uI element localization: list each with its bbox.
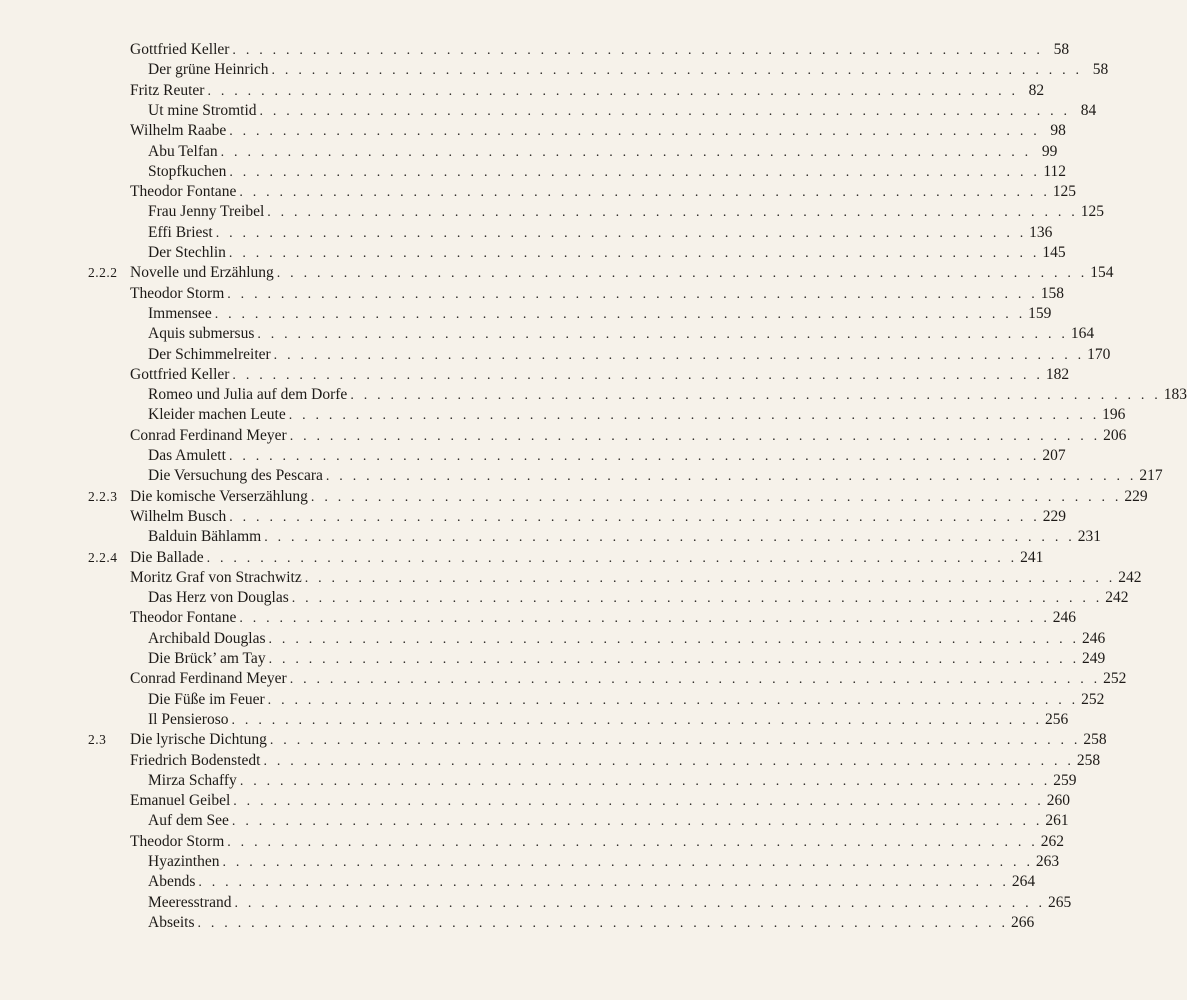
entry-title: Theodor Storm	[130, 832, 225, 850]
toc-entry	[0, 345, 1111, 365]
entry-title: Das Amulett	[148, 447, 226, 464]
page-number: 258	[1076, 751, 1101, 769]
toc-entry	[0, 649, 1106, 669]
toc-entry	[0, 568, 1142, 588]
dot-leader: . . . . . . . . . . . . . . . . . . . . . . . . . . . . . . . . . . . . . . . . . . . . . . . . . . . . . . . . . . . . .	[304, 570, 1116, 586]
entry-title: Wilhelm Busch	[130, 507, 227, 525]
entry-title: Theodor Fontane	[130, 609, 237, 627]
toc-entry	[0, 751, 1101, 771]
dot-leader: . . . . . . . . . . . . . . . . . . . . . . . . . . . . . . . . . . . . . . . . . . . . . . . . . . . . . . . . . . . . .	[271, 63, 1083, 79]
entry-title: Frau Jenny Treibel	[148, 203, 265, 221]
page-number: 242	[1105, 589, 1129, 607]
toc-entry	[0, 182, 1077, 202]
page-number: 217	[1139, 467, 1163, 485]
page-number: 265	[1047, 893, 1072, 911]
entry-title: Theodor Fontane	[130, 183, 237, 201]
page-number: 266	[1010, 913, 1035, 931]
dot-leader: . . . . . . . . . . . . . . . . . . . . . . . . . . . . . . . . . . . . . . . . . . . . . . . . . . . . . . . . . . . . .	[289, 672, 1101, 688]
dot-leader: . . . . . . . . . . . . . . . . . . . . . . . . . . . . . . . . . . . . . . . . . . . . . . . . . . . . . . . . . . . . .	[198, 875, 1010, 891]
dot-leader: . . . . . . . . . . . . . . . . . . . . . . . . . . . . . . . . . . . . . . . . . . . . . . . . . . . . . . . . . . . . .	[232, 367, 1044, 383]
dot-leader: . . . . . . . . . . . . . . . . . . . . . . . . . . . . . . . . . . . . . . . . . . . . . . . . . . . . . . . . . . . . .	[264, 530, 1075, 546]
entry-title: Die komische Verserzählung	[130, 487, 308, 505]
page-number: 242	[1118, 568, 1142, 586]
page-number: 252	[1081, 690, 1105, 708]
entry-title: Il Pensieroso	[148, 710, 229, 728]
toc-entry	[0, 101, 1097, 121]
entry-title: Ut mine Stromtid	[148, 101, 257, 119]
toc-entry	[0, 162, 1067, 182]
entry-title: Fritz Reuter	[130, 81, 205, 99]
section-number: 2.2.4	[88, 549, 118, 565]
entry-title: Abends	[148, 873, 196, 891]
page-number: 261	[1045, 812, 1069, 830]
page-number: 98	[1050, 122, 1066, 140]
toc-entry	[0, 446, 1066, 466]
entry-title: Hyazinthen	[148, 853, 220, 870]
dot-leader: . . . . . . . . . . . . . . . . . . . . . . . . . . . . . . . . . . . . . . . . . . . . . . . . . . . . . . . . . . . . .	[214, 306, 1026, 322]
entry-title: Der grüne Heinrich	[148, 61, 269, 79]
toc-entry	[0, 872, 1036, 892]
dot-leader: . . . . . . . . . . . . . . . . . . . . . . . . . . . . . . . . . . . . . . . . . . . . . . . . . . . . . . . . . . . . .	[310, 489, 1122, 505]
toc-entry	[0, 548, 1044, 568]
dot-leader: . . . . . . . . . . . . . . . . . . . . . . . . . . . . . . . . . . . . . . . . . . . . . . . . . . . . . . . . . . . . .	[227, 286, 1038, 302]
toc-entry	[0, 893, 1072, 913]
page-number: 246	[1052, 609, 1077, 627]
page-number: 84	[1080, 101, 1097, 119]
entry-title: Romeo und Julia auf dem Dorfe	[148, 386, 348, 404]
toc-entry	[0, 202, 1104, 222]
dot-leader: . . . . . . . . . . . . . . . . . . . . . . . . . . . . . . . . . . . . . . . . . . . . . . . . . . . . . . . . . . . . .	[267, 205, 1078, 221]
page-number: 263	[1035, 853, 1060, 870]
toc-entry	[0, 791, 1070, 811]
toc-entry	[0, 142, 1058, 162]
page-number: 246	[1081, 629, 1106, 647]
dot-leader: . . . . . . . . . . . . . . . . . . . . . . . . . . . . . . . . . . . . . . . . . . . . . . . . . . . . . . . . . . . . .	[239, 185, 1051, 201]
section-number: 2.3	[88, 732, 107, 748]
toc-entry	[0, 466, 1163, 486]
entry-title: Theodor Storm	[130, 284, 225, 302]
toc-entry	[0, 608, 1077, 628]
entry-title: Das Herz von Douglas	[148, 589, 289, 607]
dot-leader: . . . . . . . . . . . . . . . . . . . . . . . . . . . . . . . . . . . . . . . . . . . . . . . . . . . . . . . . . . . . .	[229, 164, 1041, 180]
page-number: 259	[1053, 771, 1077, 789]
dot-leader: . . . . . . . . . . . . . . . . . . . . . . . . . . . . . . . . . . . . . . . . . . . . . . . . . . . . . . . . . . . . .	[288, 408, 1100, 424]
entry-title: Die Versuchung des Pescara	[148, 467, 323, 485]
dot-leader: . . . . . . . . . . . . . . . . . . . . . . . . . . . . . . . . . . . . . . . . . . . . . . . . . . . . . . . . . . . . .	[268, 652, 1080, 667]
dot-leader: . . . . . . . . . . . . . . . . . . . . . . . . . . . . . . . . . . . . . . . . . . . . . . . . . . . . . . . . . . . . .	[233, 794, 1044, 810]
entry-title: Mirza Schaffy	[148, 771, 237, 789]
dot-leader: . . . . . . . . . . . . . . . . . . . . . . . . . . . . . . . . . . . . . . . . . . . . . . . . . . . . . . . . . . . . .	[276, 266, 1088, 282]
toc-entry	[0, 507, 1066, 527]
toc-entry	[0, 81, 1045, 101]
entry-title: Archibald Douglas	[148, 629, 266, 647]
dot-leader: . . . . . . . . . . . . . . . . . . . . . . . . . . . . . . . . . . . . . . . . . . . . . . . . . . . . . . . . . . . . .	[207, 83, 1019, 99]
toc-entry	[0, 690, 1105, 710]
page-number: 256	[1044, 710, 1069, 728]
toc-entry	[0, 832, 1064, 852]
toc-entry	[0, 730, 1107, 750]
dot-leader: . . . . . . . . . . . . . . . . . . . . . . . . . . . . . . . . . . . . . . . . . . . . . . . . . . . . . . . . . . . . .	[206, 550, 1018, 566]
dot-leader: . . . . . . . . . . . . . . . . . . . . . . . . . . . . . . . . . . . . . . . . . . . . . . . . . . . . . . . . . . . . .	[257, 327, 1069, 343]
section-number: 2.2.3	[88, 488, 118, 504]
toc-entry	[0, 811, 1069, 831]
entry-title: Auf dem See	[148, 812, 229, 830]
page-number: 164	[1070, 325, 1095, 343]
page-number: 252	[1103, 670, 1127, 688]
dot-leader: . . . . . . . . . . . . . . . . . . . . . . . . . . . . . . . . . . . . . . . . . . . . . . . . . . . . . . . . . . . . .	[273, 347, 1085, 363]
toc-entry	[0, 913, 1035, 933]
page-number: 154	[1090, 264, 1114, 282]
page-number: 112	[1043, 162, 1067, 180]
entry-title: Conrad Ferdinand Meyer	[130, 670, 287, 688]
dot-leader: . . . . . . . . . . . . . . . . . . . . . . . . . . . . . . . . . . . . . . . . . . . . . . . . . . . . . . . . . . . . .	[227, 834, 1038, 850]
entry-title: Abu Telfan	[148, 142, 218, 160]
entry-title: Die Ballade	[130, 548, 204, 566]
page-number: 99	[1041, 142, 1058, 160]
entry-title: Stopfkuchen	[148, 162, 227, 180]
page-number: 241	[1020, 548, 1044, 566]
entry-title: Die Brück’ am Tay	[148, 650, 266, 667]
page-number: 82	[1028, 81, 1045, 99]
toc-entry	[0, 527, 1101, 547]
page-number: 58	[1092, 61, 1109, 79]
dot-leader: . . . . . . . . . . . . . . . . . . . . . . . . . . . . . . . . . . . . . . . . . . . . . . . . . . . . . . . . . . . . .	[231, 712, 1043, 728]
toc-entry	[0, 263, 1114, 283]
page-number: 262	[1040, 832, 1064, 850]
toc-entry	[0, 588, 1129, 608]
toc-entry	[0, 365, 1070, 385]
entry-title: Gottfried Keller	[130, 365, 230, 383]
entry-title: Friedrich Bodenstedt	[130, 751, 261, 769]
toc-entry	[0, 121, 1066, 141]
page-number: 229	[1124, 487, 1148, 505]
page-number: 249	[1082, 650, 1106, 667]
entry-title: Die lyrische Dichtung	[130, 731, 267, 749]
dot-leader: . . . . . . . . . . . . . . . . . . . . . . . . . . . . . . . . . . . . . . . . . . . . . . . . . . . . . . . . . . . . .	[350, 388, 1162, 404]
dot-leader: . . . . . . . . . . . . . . . . . . . . . . . . . . . . . . . . . . . . . . . . . . . . . . . . . . . . . . . . . . . . .	[231, 814, 1043, 830]
dot-leader: . . . . . . . . . . . . . . . . . . . . . . . . . . . . . . . . . . . . . . . . . . . . . . . . . . . . . . . . . . . . .	[232, 43, 1044, 58]
page-number: 183	[1163, 386, 1187, 404]
page-number: 182	[1045, 365, 1070, 383]
page-number: 158	[1040, 284, 1064, 302]
dot-leader: . . . . . . . . . . . . . . . . . . . . . . . . . . . . . . . . . . . . . . . . . . . . . . . . . . . . . . . . . . . . .	[239, 773, 1051, 789]
dot-leader: . . . . . . . . . . . . . . . . . . . . . . . . . . . . . . . . . . . . . . . . . . . . . . . . . . . . . . . . . . . . .	[325, 469, 1137, 485]
dot-leader: . . . . . . . . . . . . . . . . . . . . . . . . . . . . . . . . . . . . . . . . . . . . . . . . . . . . . . . . . . . . .	[259, 103, 1071, 119]
entry-title: Wilhelm Raabe	[130, 122, 227, 140]
entry-title: Kleider machen Leute	[148, 406, 286, 424]
dot-leader: . . . . . . . . . . . . . . . . . . . . . . . . . . . . . . . . . . . . . . . . . . . . . . . . . . . . . . . . . . . . .	[228, 449, 1040, 464]
toc-entry	[0, 60, 1109, 80]
toc-entry	[0, 304, 1052, 324]
toc-entry	[0, 243, 1066, 263]
dot-leader: . . . . . . . . . . . . . . . . . . . . . . . . . . . . . . . . . . . . . . . . . . . . . . . . . . . . . . . . . . . . .	[197, 915, 1009, 931]
dot-leader: . . . . . . . . . . . . . . . . . . . . . . . . . . . . . . . . . . . . . . . . . . . . . . . . . . . . . . . . . . . . .	[239, 611, 1051, 627]
toc-entry	[0, 426, 1127, 446]
toc-entry	[0, 852, 1060, 872]
dot-leader: . . . . . . . . . . . . . . . . . . . . . . . . . . . . . . . . . . . . . . . . . . . . . . . . . . . . . . . . . . . . .	[267, 692, 1079, 708]
dot-leader: . . . . . . . . . . . . . . . . . . . . . . . . . . . . . . . . . . . . . . . . . . . . . . . . . . . . . . . . . . . . .	[291, 591, 1103, 607]
entry-title: Immensee	[148, 304, 212, 322]
entry-title: Emanuel Geibel	[130, 792, 231, 810]
toc-entry	[0, 223, 1053, 243]
toc-entry	[0, 385, 1187, 405]
page-number: 231	[1077, 528, 1101, 546]
page-number: 136	[1029, 223, 1053, 241]
toc-entry	[0, 629, 1106, 649]
entry-title: Der Stechlin	[148, 244, 226, 261]
page-number: 58	[1053, 41, 1070, 58]
entry-title: Gottfried Keller	[130, 41, 230, 58]
page-number: 170	[1087, 345, 1111, 363]
entry-title: Conrad Ferdinand Meyer	[130, 426, 287, 444]
toc-entry	[0, 487, 1148, 507]
toc-entry	[0, 669, 1127, 689]
dot-leader: . . . . . . . . . . . . . . . . . . . . . . . . . . . . . . . . . . . . . . . . . . . . . . . . . . . . . . . . . . . . .	[220, 144, 1032, 160]
toc-entry	[0, 771, 1077, 791]
dot-leader: . . . . . . . . . . . . . . . . . . . . . . . . . . . . . . . . . . . . . . . . . . . . . . . . . . . . . . . . . . . . .	[215, 225, 1027, 241]
page-number: 207	[1042, 447, 1066, 464]
page-number: 125	[1080, 203, 1104, 221]
toc-entry	[0, 710, 1069, 730]
toc-entry	[0, 40, 1070, 60]
toc-entry	[0, 284, 1064, 304]
entry-title: Balduin Bählamm	[148, 528, 262, 546]
entry-title: Aquis submersus	[148, 325, 255, 343]
entry-title: Novelle und Erzählung	[130, 264, 274, 282]
toc-entry	[0, 405, 1126, 425]
section-number: 2.2.2	[88, 265, 118, 281]
toc-entry	[0, 324, 1095, 344]
dot-leader: . . . . . . . . . . . . . . . . . . . . . . . . . . . . . . . . . . . . . . . . . . . . . . . . . . . . . . . . . . . . .	[222, 855, 1034, 870]
page-number: 145	[1042, 244, 1066, 261]
dot-leader: . . . . . . . . . . . . . . . . . . . . . . . . . . . . . . . . . . . . . . . . . . . . . . . . . . . . . . . . . . . . .	[228, 246, 1040, 261]
page-number: 260	[1046, 792, 1070, 810]
entry-title: Effi Briest	[148, 223, 213, 241]
dot-leader: . . . . . . . . . . . . . . . . . . . . . . . . . . . . . . . . . . . . . . . . . . . . . . . . . . . . . . . . . . . . .	[234, 895, 1046, 911]
entry-title: Der Schimmelreiter	[148, 345, 271, 363]
entry-title: Meeresstrand	[148, 893, 232, 911]
entry-title: Die Füße im Feuer	[148, 690, 265, 708]
dot-leader: . . . . . . . . . . . . . . . . . . . . . . . . . . . . . . . . . . . . . . . . . . . . . . . . . . . . . . . . . . . . .	[268, 631, 1080, 647]
page-number: 159	[1028, 304, 1052, 322]
entry-title: Abseits	[148, 913, 195, 931]
page-number: 196	[1102, 406, 1126, 424]
page-number: 206	[1103, 426, 1127, 444]
dot-leader: . . . . . . . . . . . . . . . . . . . . . . . . . . . . . . . . . . . . . . . . . . . . . . . . . . . . . . . . . . . . .	[263, 753, 1075, 769]
entry-title: Moritz Graf von Strachwitz	[130, 568, 302, 586]
page-number: 125	[1052, 183, 1077, 201]
page-number: 258	[1083, 731, 1107, 749]
page-number: 229	[1042, 507, 1066, 525]
dot-leader: . . . . . . . . . . . . . . . . . . . . . . . . . . . . . . . . . . . . . . . . . . . . . . . . . . . . . . . . . . . . .	[269, 733, 1081, 749]
page-number: 264	[1011, 873, 1036, 891]
dot-leader: . . . . . . . . . . . . . . . . . . . . . . . . . . . . . . . . . . . . . . . . . . . . . . . . . . . . . . . . . . . . .	[289, 428, 1101, 444]
dot-leader: . . . . . . . . . . . . . . . . . . . . . . . . . . . . . . . . . . . . . . . . . . . . . . . . . . . . . . . . . . . . .	[229, 124, 1040, 140]
dot-leader: . . . . . . . . . . . . . . . . . . . . . . . . . . . . . . . . . . . . . . . . . . . . . . . . . . . . . . . . . . . . .	[229, 509, 1040, 525]
